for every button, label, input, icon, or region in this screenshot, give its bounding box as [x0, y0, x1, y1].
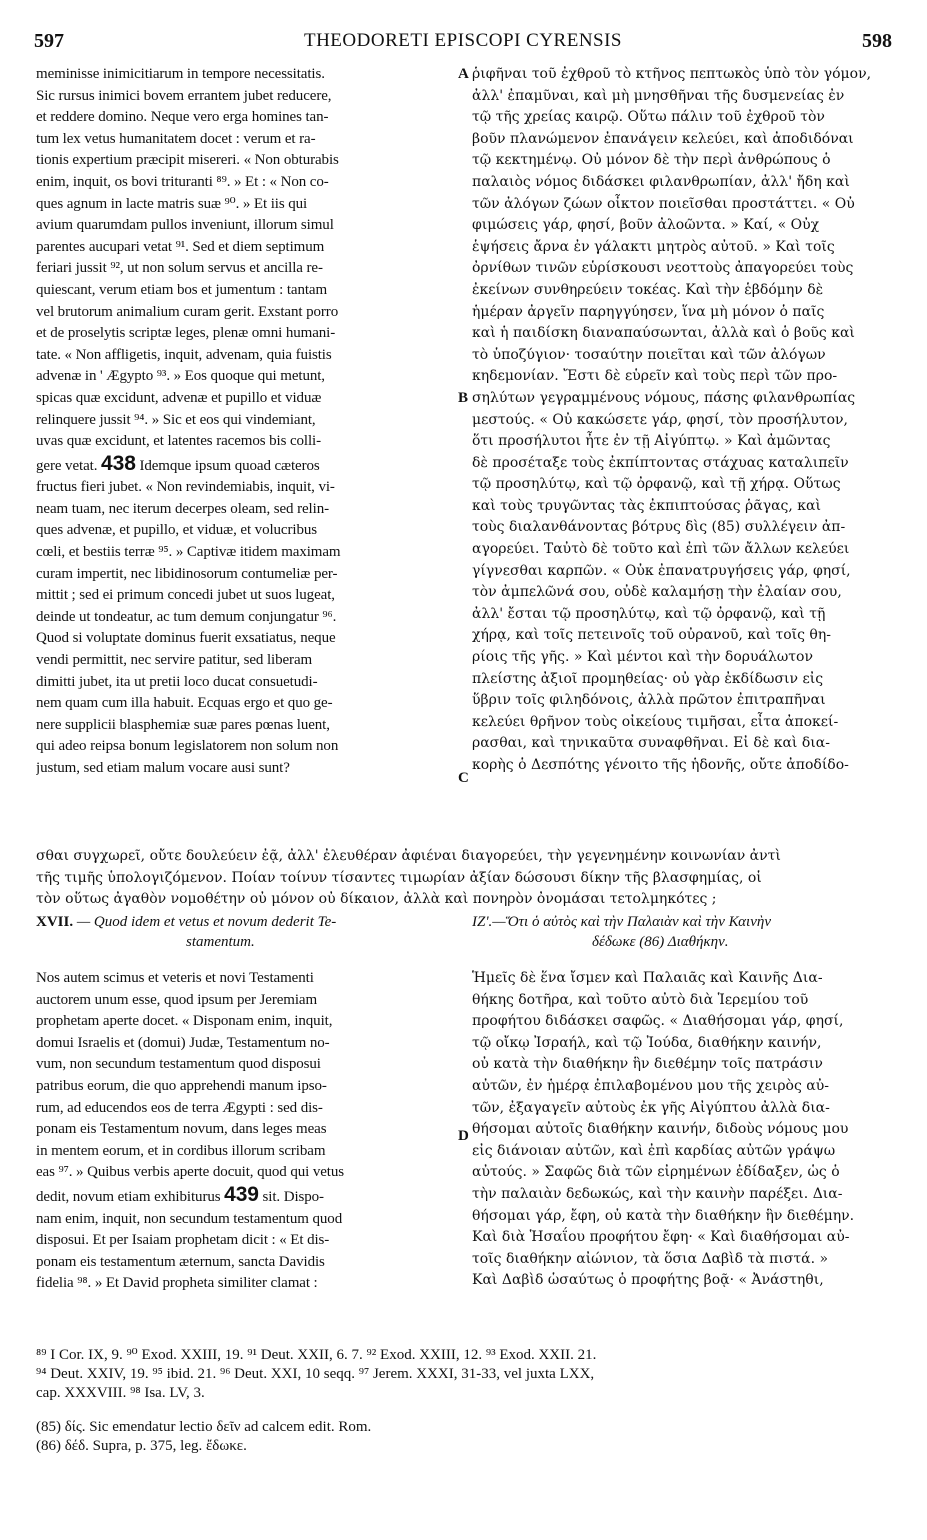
latin-line-text: Idemque ipsum quoad cæteros: [139, 457, 320, 474]
section-heading-greek-line1: ΙΖ'.—Ὅτι ὁ αὐτὸς καὶ τὴν Παλαιὰν καὶ τὴν Καινὴν: [472, 914, 771, 930]
greek-line: κηδεμονίαν. Ἔστι δὲ εὑρεῖν καὶ τοὺς περὶ τῶν προ-: [472, 368, 838, 385]
latin-line: et reddere domino. Neque vero erga homines tan-: [36, 109, 329, 126]
page-number-right: 598: [862, 30, 892, 52]
greek-line: καὶ τοὺς τρυγῶντας τὰς ἐκπιπτούσας ῥᾶγας, καὶ: [472, 497, 821, 514]
latin-line: in mentem eorum, et in cordibus illorum scribam: [36, 1142, 326, 1159]
section-title-part2: stamentum.: [186, 934, 255, 950]
latin-line-text: gere vetat.: [36, 457, 98, 474]
latin-line: tum lex vetus humanitatem docet : verum et ra-: [36, 130, 316, 147]
margin-marker-c: C: [458, 770, 469, 786]
greek-line: αγορεύει. Ταὐτὸ δὲ τοῦτο καὶ ἐπὶ τῶν ἄλλων κελεύει: [472, 541, 850, 558]
greek-line: Καὶ διὰ Ἡσαΐου προφήτου ἔφη· « Καὶ διαθήσομαι αὐ-: [472, 1229, 850, 1246]
latin-line: neam tuam, nec iterum decerpes oleam, sed relin-: [36, 500, 329, 517]
greek-line: αὐτῶν, ἐν ἡμέρᾳ ἐπιλαβομένου μου τῆς χειρὸς αὐ-: [472, 1077, 829, 1094]
latin-line: ques agnum in lacte matris suæ ⁹⁰. » Et iis qui: [36, 195, 308, 212]
footnote-line: ⁹⁴ Deut. XXIV, 19. ⁹⁵ ibid. 21. ⁹⁶ Deut. XXI, 10 seqq. ⁹⁷ Jerem. XXXI, 31-33, vel juxta LXX,: [36, 1366, 595, 1382]
section-title-part1: — Quod idem et vetus et novum dederit Te-: [76, 914, 337, 930]
greek-line: εἰς διάνοιαν αὐτῶν, καὶ ἐπὶ καρδίας αὐτῶν γράψω: [472, 1142, 836, 1159]
greek-line: θήκης δοτῆρα, καὶ τοῦτο αὐτὸ διὰ Ἱερεμίου τοῦ: [472, 991, 809, 1008]
greek-line: προφήτου διδάσκει σαφῶς. « Διαθήσομαι γάρ, φησί,: [472, 1013, 844, 1030]
latin-line: ponam eis Testamentum novum, dans leges meas: [36, 1121, 327, 1138]
page-header: [34, 30, 892, 56]
greek-line: ὀρνίθων τινῶν εὑρίσκουσι νεοττοὺς ἀπαγορεύει τοὺς: [472, 260, 854, 277]
latin-line: Nos autem scimus et veteris et novi Testamenti: [36, 970, 314, 986]
greek-line: χήρᾳ, καὶ τοῖς πετεινοῖς τοῦ οὐρανοῦ, καὶ τοῖς θη-: [472, 627, 831, 644]
latin-line: quiescant, verum etiam bos et jumentum : tantam: [36, 281, 328, 298]
latin-line: eas ⁹⁷. » Quibus verbis aperte docuit, quod qui vetus: [36, 1164, 345, 1181]
latin-line: auctorem unum esse, quod ipsum per Jeremiam: [36, 991, 318, 1008]
greek-line: ἡμέραν ἀργεῖν παρηγγύησεν, ἵνα μὴ μόνον ὁ παῖς: [472, 303, 825, 320]
editorial-notes: [36, 1418, 892, 1456]
greek-line: οὐ κατὰ τὴν διαθήκην ἣν διεθέμην τοῖς πατράσιν: [472, 1056, 823, 1073]
latin-line: et de proselytis scriptæ leges, plenæ omni humani-: [36, 325, 336, 342]
latin-line: Sic rursus inimici bovem errantem jubet reducere,: [36, 87, 332, 104]
latin-line: justum, sed etiam malum vocare ausi sunt?: [36, 760, 290, 776]
greek-line: σθαι συγχωρεῖ, οὔτε δουλεύειν ἐᾷ, ἀλλ' ἐλευθέραν ἀφιέναι διαγορεύει, τὴν γεγενημένην κοινωνίαν ἀντὶ: [36, 848, 781, 864]
margin-marker-a: A: [458, 66, 469, 82]
latin-line: dimitti jubet, ita ut pretii loco ducat consuetudi-: [36, 673, 318, 690]
greek-line: πλείστης ἀξιοῖ προμηθείας· οὐ γὰρ ἐκδίδωσιν εἰς: [472, 670, 824, 687]
greek-line: τῷ τῆς χρείας καιρῷ. Οὕτω πάλιν τοῦ ἐχθροῦ τὸν: [472, 109, 825, 126]
column-number: 439: [224, 1183, 259, 1206]
greek-line: τῆς τιμῆς ὑπολογιζόμενον. Ποίαν τοίνυν τίσαντες τιμωρίαν ἀξίαν δώσουσι δίκην τῆς βλασφημίας, οἱ: [36, 869, 762, 886]
greek-line: θήσομαι αὐτοῖς διαθήκην καινήν, διδοὺς νόμους μου: [472, 1121, 849, 1138]
footnotes: [36, 1346, 892, 1403]
greek-line: τοὺς διαλανθάνοντας βότρυς δὶς (85) συλλέγειν ἀπ-: [472, 519, 846, 536]
latin-line: parentes aucupari vetat ⁹¹. Sed et diem septimum: [36, 238, 325, 255]
greek-line: σηλύτων γεγραμμένους νόμους, πάσης φιλανθρωπίας: [472, 389, 856, 406]
greek-line: τῶν ἀλόγων ζώων οἶκτον ποιεῖσθαι προστάττει. « Οὐ: [472, 195, 855, 212]
latin-line: vendi permittit, nec servire patitur, sed liberam: [36, 652, 313, 669]
section-heading-greek-line2: δέδωκε (86) Διαθήκην.: [592, 934, 729, 950]
greek-line: τῷ κεκτημένῳ. Οὐ μόνον δὲ τὴν περὶ ἀνθρώπους ὁ: [472, 152, 831, 169]
page-number-left: 597: [34, 30, 64, 52]
greek-line: Ἡμεῖς δὲ ἕνα ἴσμεν καὶ Παλαιᾶς καὶ Καινῆς Δια-: [472, 970, 823, 986]
greek-line: τοῖς διαθήκην αἰώνιον, τὰ ὅσια Δαβὶδ τὰ πιστά. »: [472, 1250, 829, 1267]
latin-line: [36, 1184, 454, 1209]
latin-line-text: dedit, novum etiam exhibiturus: [36, 1188, 221, 1205]
latin-line: mittit ; sed ei primum concedi jubet ut suos lugeat,: [36, 587, 335, 604]
greek-column-top: [472, 64, 892, 777]
latin-line: relinquere jussit ⁹⁴. » Sic et eos qui vindemiant,: [36, 411, 316, 428]
latin-line-text: sit. Dispo-: [262, 1188, 324, 1205]
latin-line: enim, inquit, os bovi trituranti ⁸⁹. » Et : « Non co-: [36, 173, 329, 190]
latin-line: curam impertit, nec libidinosorum contumeliæ per-: [36, 565, 338, 582]
greek-line: τῶν, ἐξαγαγεῖν αὐτοὺς ἐκ γῆς Αἰγύπτου ἀλλὰ δια-: [472, 1099, 830, 1116]
latin-line: vel brutorum animalium curam gerit. Exstant porro: [36, 303, 339, 320]
footnote-line: ⁸⁹ I Cor. IX, 9. ⁹⁰ Exod. XXIII, 19. ⁹¹ Deut. XXII, 6. 7. ⁹² Exod. XXIII, 12. ⁹³ Exod. XXII. 21.: [36, 1347, 597, 1363]
greek-line: θήσομαι γάρ, ἔφη, οὐ κατὰ τὴν διαθήκην ἣν διεθέμην.: [472, 1207, 855, 1224]
latin-line: vum, non secundum testamentum quod disposui: [36, 1056, 321, 1073]
latin-line: [36, 453, 454, 478]
greek-line: βοῦν πλανώμενον ἐπανάγειν κελεύει, καὶ ἀποδιδόναι: [472, 130, 854, 147]
note-line: (86) δέδ. Supra, p. 375, leg. ἔδωκε.: [36, 1438, 247, 1454]
latin-line: uvas quæ excidunt, et latentes racemos bis colli-: [36, 433, 322, 450]
latin-line: feriari jussit ⁹², ut non solum servus et ancilla re-: [36, 260, 323, 277]
greek-line: δὲ προσέταξε τοὺς ἐκπίπτοντας στάχυας καταλιπεῖν: [472, 454, 849, 471]
margin-marker-b: B: [458, 390, 469, 406]
greek-line: καὶ ἡ παιδίσκη διαναπαύσωνται, ἀλλὰ καὶ ὁ βοῦς καὶ: [472, 325, 855, 342]
greek-line: τὸν οὕτως ἀγαθὸν νομοθέτην οὐ μόνον οὐ δίκαιον, ἀλλὰ καὶ πονηρὸν ὀνομάσαι τετολμηκότες ;: [36, 891, 717, 908]
section-heading-greek: [472, 912, 892, 952]
greek-line: ἀλλ' ἐπαμῦναι, καὶ μὴ μνησθῆναι τῆς δυσμενείας ἐν: [472, 87, 845, 104]
latin-line: qui adeo reipsa bonum legislatorem non solum non: [36, 738, 339, 755]
greek-line: ἑψήσεις ἄρνα ἐν γάλακτι μητρὸς αὐτοῦ. » Καὶ τοῖς: [472, 238, 835, 255]
greek-line: κελεύει θρῆνον τοὺς οἰκείους τιμῆσαι, εἶτα ἀποκεί-: [472, 713, 839, 730]
latin-line: Quod si voluptate dominus fuerit exsatiatus, neque: [36, 630, 336, 647]
greek-line: ρασθαι, καὶ τηνικαῦτα συναφθῆναι. Εἰ δὲ καὶ δια-: [472, 735, 830, 752]
latin-line: advenæ in ' Ægypto ⁹³. » Eos quoque qui metunt,: [36, 368, 325, 385]
latin-line: cœli, et bestiis terræ ⁹⁵. » Captivæ itidem maximam: [36, 544, 341, 561]
latin-line: ponam eis testamentum æternum, sancta Davidis: [36, 1253, 325, 1270]
greek-line: φιμώσεις γάρ, φησί, βοῦν ἀλοῶντα. » Καί, « Οὐχ: [472, 217, 820, 234]
greek-line: τῷ προσηλύτῳ, καὶ τῷ ὀρφανῷ, καὶ τῇ χήρᾳ. Οὕτως: [472, 476, 841, 493]
section-heading-latin: [36, 912, 454, 952]
latin-line: nere supplicii blasphemiæ suæ pares pœnas luent,: [36, 716, 330, 733]
latin-line: nem quam cum illa habuit. Ecquas ergo et quo ge-: [36, 695, 333, 712]
greek-line: ρίοις τῆς γῆς. » Καὶ μέντοι καὶ τὴν δορυάλωτον: [472, 649, 813, 666]
greek-line: τὴν παλαιὰν δεδωκώς, καὶ τὴν καινὴν παρέξει. Δια-: [472, 1185, 843, 1202]
latin-line: tate. « Non affligetis, inquit, advenam, quia fuistis: [36, 346, 332, 363]
column-number: 438: [101, 452, 136, 475]
latin-line: fructus fieri jubet. « Non revindemiabis, inquit, vi-: [36, 479, 335, 496]
greek-line: αὐτούς. » Σαφῶς διὰ τῶν εἰρημένων ἐδίδαξεν, ὡς ὁ: [472, 1164, 840, 1181]
greek-line: κορὴς ὁ Δεσπότης γένοιτο τῆς ἡδονῆς, οὔτε ἀποδίδο-: [472, 757, 849, 773]
latin-line: ques advenæ, et pupillo, et viduæ, et volucribus: [36, 522, 317, 539]
latin-line: avium quarumdam pullos inveniunt, illorum simul: [36, 217, 334, 234]
greek-line: ῥιφῆναι τοῦ ἐχθροῦ τὸ κτῆνος πεπτωκὸς ὑπὸ τὸν γόμον,: [472, 66, 872, 82]
latin-line: domui Israelis et (domui) Judæ, Testamentum no-: [36, 1034, 330, 1051]
greek-line: τὸν ἀμπελῶνά σου, οὐδὲ καλαμήσῃ τὴν ἐλαίαν σου,: [472, 584, 842, 601]
latin-column-bottom: [36, 968, 454, 1295]
greek-line: ἐκείνων συνθηρεύειν τοκέας. Καὶ τὴν ἑβδόμην δὲ: [472, 281, 824, 298]
footnote-line: cap. XXXVIII. ⁹⁸ Isa. LV, 3.: [36, 1385, 205, 1401]
greek-line: τὸ ὑποζύγιον· τοσαύτην ποιεῖται καὶ τῶν ἀλόγων: [472, 346, 826, 363]
latin-line: rum, ad educendos eos de terra Ægypti : sed dis-: [36, 1099, 323, 1116]
latin-line: disposui. Et per Isaiam prophetam dicit : « Et dis-: [36, 1232, 330, 1249]
greek-line: παλαιὸς νόμος διδάσκει φιλανθρωπίαν, ἀλλ' ἤδη καὶ: [472, 173, 850, 190]
latin-line: patribus eorum, die quo apprehendi manum ipso-: [36, 1077, 327, 1094]
note-line: (85) δίς. Sic emendatur lectio δεῖν ad calcem edit. Rom.: [36, 1419, 372, 1435]
margin-marker-d: D: [458, 1128, 469, 1144]
greek-line: γίγνεσθαι καρπῶν. « Οὐκ ἐπανατρυγήσεις γάρ, φησί,: [472, 562, 851, 579]
latin-column-top: [36, 64, 454, 780]
greek-line: ἀλλ' ἔσται τῷ προσηλύτῳ, καὶ τῷ ὀρφανῷ, καὶ τῇ: [472, 605, 826, 622]
latin-line: deinde ut tondeatur, ac tum demum conjungatur ⁹⁶.: [36, 608, 337, 625]
latin-line: tionis expertium præcipit misereri. « Non obturabis: [36, 152, 339, 169]
latin-line: nam enim, inquit, non secundum testamentum quod: [36, 1210, 343, 1227]
latin-line: spicas quæ excidunt, advenæ et pupillo et viduæ: [36, 389, 322, 406]
greek-line: ὅτι προσήλυτοι ἦτε ἐν τῇ Αἰγύπτῳ. » Καὶ ἀμῶντας: [472, 433, 831, 450]
greek-full-width-continuation: [36, 846, 892, 911]
latin-line: prophetam aperte docet. « Disponam enim, inquit,: [36, 1013, 333, 1030]
greek-line: τῷ οἴκῳ Ἰσραήλ, καὶ τῷ Ἰούδα, διαθήκην καινήν,: [472, 1034, 822, 1051]
greek-column-bottom: [472, 968, 892, 1292]
greek-line: μεστούς. « Οὐ κακώσετε γάρ, φησί, τὸν προσήλυτον,: [472, 411, 848, 428]
latin-line: meminisse inimicitiarum in tempore necessitatis.: [36, 66, 325, 82]
running-title: THEODORETI EPISCOPI CYRENSIS: [303, 30, 623, 51]
greek-line: Καὶ Δαβὶδ ὡσαύτως ὁ προφήτης βοᾷ· « Ἀνάστηθι,: [472, 1272, 824, 1289]
section-number: XVII.: [36, 914, 74, 930]
latin-line: fidelia ⁹⁸. » Et David propheta similiter clamat :: [36, 1275, 318, 1292]
greek-line: ὕβριν τοῖς φιληδόνοις, ἀλλὰ πρῶτον ἐπιτραπῆναι: [472, 692, 826, 709]
